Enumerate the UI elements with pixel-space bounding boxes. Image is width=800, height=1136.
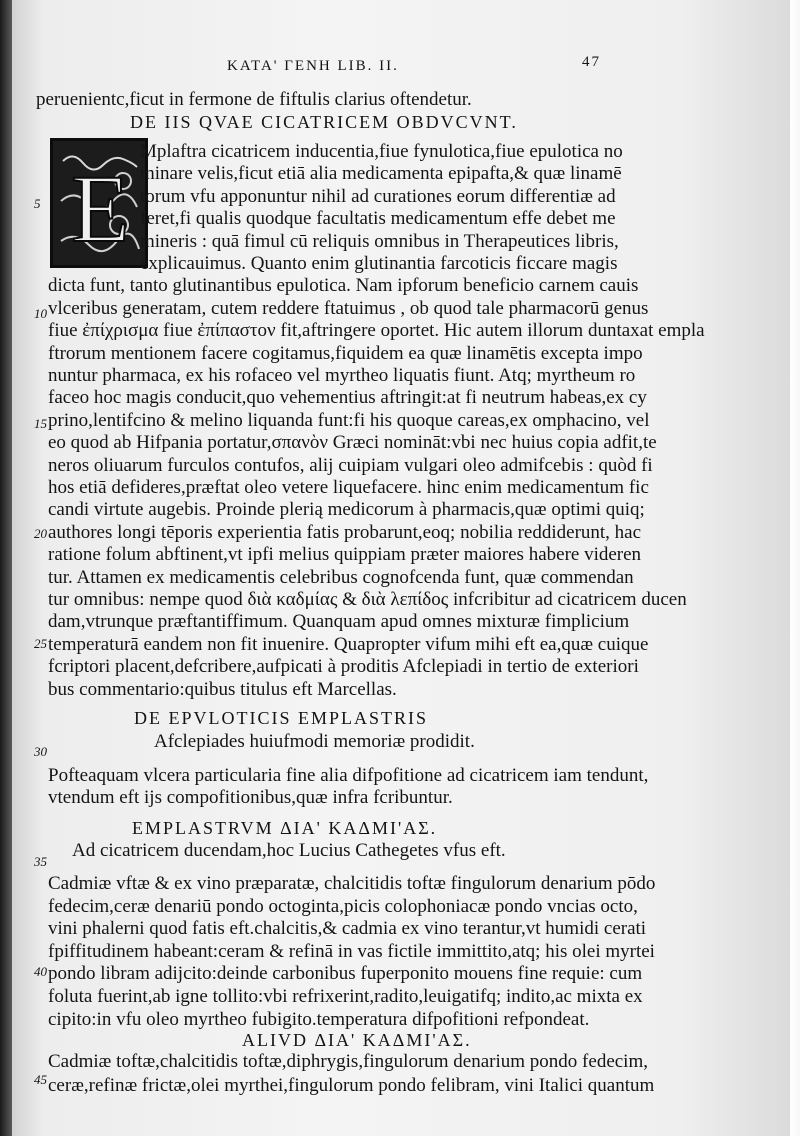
section1-text-line: minare velis,ficut etiā alia medicamenta epipafta,& quæ linamē: [140, 163, 622, 185]
section1-text-line: tur. Attamen ex medicamentis celebribus cognofcenda funt, quæ commendan: [48, 566, 634, 588]
page-header: [132, 56, 692, 82]
section1-text-line: tur omnibus: nempe quod διὰ καδμίας & διὰ λεπίδος infcribitur ad cicatricem ducen: [48, 589, 687, 610]
section1-text-line: ftrorum mentionem facere cogitamus,fiquidem ea quæ linamētis excepta impo: [48, 342, 643, 364]
section1-text-line: candi virtute augebis. Proinde plerią medicorum à pharmacis,quæ optimi quiq;: [48, 499, 645, 521]
section1-text-line: dicta funt, tanto glutinantibus epulotica. Nam ipforum beneficio carnem cauis: [48, 275, 639, 297]
section1-text-line: vlceribus generatam, cutem reddere ftatuimus , ob quod tale pharmacorū genus: [48, 297, 649, 319]
section1-text-line: hos etiā defideres,præftat oleo vetere liquefacere. hinc enim medicamentum fic: [48, 477, 649, 498]
margin-line-number: 45: [34, 1072, 47, 1087]
section1-text-line: bus commentario:quibus titulus eft Marcellas.: [48, 678, 397, 700]
margin-line-number: 15: [34, 416, 47, 431]
section1-text-line: fiue ἐπίχρισμα fiue ἐπίπαστον fit,aftringere oportet. Hic autem illorum duntaxat empla: [48, 320, 705, 342]
section1-text-line: faceo hoc magis conducit,quo vehementius aftringit:at fi neutrum habeas,ex cy: [48, 387, 647, 409]
section3-text-line: fpiffitudinem habeant:ceram & refinā in vas fictile immittito,atq; his olei myrtei: [48, 940, 655, 962]
section1-text-line: eo quod ab Hifpania portatur,σπανὸν Græci nomināt:vbi nec huius copia adfit,te: [48, 432, 657, 454]
carry-over-line: peruenientc,ficut in fermone de fiftulis clarius oftendetur.: [36, 89, 472, 110]
section1-text-line: mineris : quā fimul cū reliquis omnibus in Therapeutices libris,: [140, 230, 619, 252]
book-binding-edge: [0, 0, 12, 1136]
section4-text-line: ceræ,refinæ frictæ,olei myrthei,fingulorum pondo felibram, vini Italici quantum: [48, 1075, 655, 1096]
section1-text-line: explicauimus. Quanto enim glutinantia farcoticis ficcare magis: [140, 253, 618, 274]
section1-text-line: neros oliuarum furculos contufos, alij cuipiam vulgari oleo admifcebis : quòd fi: [48, 454, 653, 476]
section3-text-line: vini phalerni quod fatis eft.chalcitis,& cadmia ex vino terantur,vt humidi cerati: [48, 918, 647, 940]
section2-text-line: vtendum eft ijs compofitionibus,quæ infra fcribuntur.: [48, 787, 453, 809]
section4-text-line: Cadmiæ toftæ,chalcitidis toftæ,diphrygis,fingulorum denarium pondo fedecim,: [48, 1051, 648, 1072]
section3-text-line: fedecim,ceræ denariū pondo octoginta,picis colophoniacæ pondo vncias octo,: [48, 895, 638, 917]
margin-line-number: 35: [34, 854, 47, 869]
section1-text-line: fcriptori placent,defcribere,aufpicati à proditis Afclepiadi in tertio de exteriori: [48, 656, 639, 678]
page-right-edge: [790, 0, 800, 1136]
running-title: KATA' ΓΕΝΗ LIB. II.: [227, 58, 399, 74]
svg-text:E: E: [71, 155, 130, 262]
section1-text-line: ratione folum abftinent,vt ipfi melius quippiam præter maiores habere videren: [48, 544, 642, 566]
margin-line-number: 30: [34, 744, 47, 759]
section1-text-line: dam,vtrunque præftantiffimum. Quanquam apud omnes mixturæ fimplicium: [48, 611, 630, 633]
margin-line-number: 20: [34, 526, 47, 541]
section3-text-line: Cadmiæ vftæ & ex vino præparatæ, chalcitidis toftæ fingulorum denarium pōdo: [48, 873, 656, 894]
section1-text-line: temperaturā eandem non fit inuenire. Quapropter vifum mihi eft ea,quæ cuique: [48, 633, 649, 655]
section3-text-line: cipito:in vfu oleo myrtheo fubigito.temperatura difpofitioni refpondeat.: [48, 1008, 590, 1030]
section1-text-line: prino,lentifcino & melino liquanda funt:fi his quoque careas,ex omphacino, vel: [48, 409, 650, 431]
section-heading-cicatricem: DE IIS QVAE CICATRICEM OBDVCVNT.: [130, 112, 518, 132]
section-heading-epuloticis: DE EPVLOTICIS EMPLASTRIS: [134, 708, 429, 728]
section-heading-aliud: ALIVD ΔΙΑ' ΚΑΔΜΙ'ΑΣ.: [242, 1030, 472, 1050]
section1-text-line: feret,fi qualis quodque facultatis medicamentum effe debet me: [140, 208, 616, 230]
section-heading-emplastrum: EMPLASTRVM ΔΙΑ' ΚΑΔΜΙ'ΑΣ.: [132, 818, 438, 838]
section1-text-line: authores longi tēporis experientia fatis probarunt,eoq; nobilia reddiderunt, hac: [48, 521, 642, 543]
margin-line-number: 40: [34, 964, 47, 979]
page-number: 47: [582, 54, 601, 70]
section1-text-line: nuntur pharmaca, ex his rofaceo vel myrtheo liquatis fiunt. Atq; myrtheum ro: [48, 365, 636, 386]
section-subheading-lucius: Ad cicatricem ducendam,hoc Lucius Cathegetes vfus eft.: [72, 840, 506, 861]
margin-line-number: 10: [34, 306, 47, 321]
section-subheading-asclepiades: Afclepiades huiufmodi memoriæ prodidit.: [154, 731, 475, 752]
decorated-initial-letter: [50, 138, 148, 268]
section1-text-line: torum vfu apponuntur nihil ad curationes eorum differentiæ ad: [140, 185, 616, 207]
margin-line-number: 25: [34, 636, 47, 651]
section2-text-line: Pofteaquam vlcera particularia fine alia difpofitione ad cicatricem iam tendunt,: [48, 765, 649, 786]
section3-text-line: pondo libram adijcito:deinde carbonibus fuperponito mouens fine requie: cum: [48, 963, 643, 985]
section3-text-line: foluta fuerint,ab igne tollito:vbi refrixerint,radito,leuigatifq; indito,ac mixta ex: [48, 986, 643, 1007]
book-page: [12, 0, 800, 1136]
margin-line-number: 5: [34, 196, 41, 211]
section1-text-line: Mplaftra cicatricem inducentia,fiue fynulotica,fiue epulotica no: [140, 141, 623, 162]
